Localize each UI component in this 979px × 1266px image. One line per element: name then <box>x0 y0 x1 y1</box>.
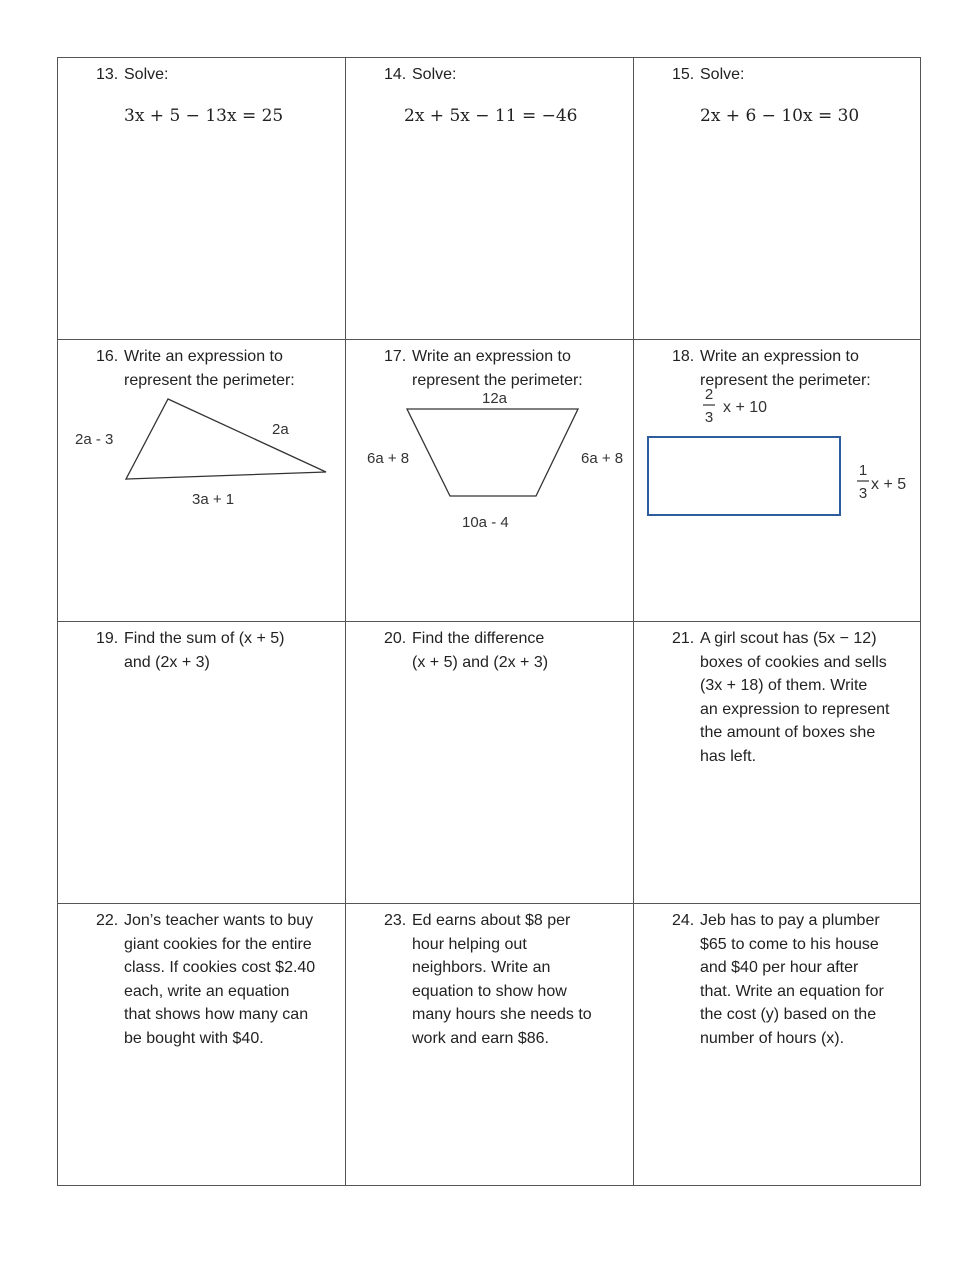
problem-text: (3x + 18) of them. Write <box>700 677 868 694</box>
problem-18 <box>634 340 920 622</box>
problem-15 <box>634 58 920 340</box>
problem-22 <box>58 904 346 1185</box>
problem-text: Find the sum of (x + 5) <box>124 630 285 647</box>
problem-number: 13. <box>96 66 119 83</box>
trapezoid-bottom-label: 10a - 4 <box>462 514 509 531</box>
trapezoid-shape <box>407 409 578 496</box>
problem-number: 17. <box>384 348 407 365</box>
problem-number: 14. <box>384 66 407 83</box>
problem-number: 18. <box>672 348 695 365</box>
problem-text: neighbors. Write an <box>412 959 551 976</box>
problem-21 <box>634 622 920 904</box>
problem-text: each, write an equation <box>124 982 290 1000</box>
problem-text: has left. <box>700 747 757 765</box>
problem-text: represent the perimeter: <box>412 371 583 389</box>
problem-text: equation to show how <box>412 982 567 1000</box>
problem-17 <box>346 340 634 622</box>
problem-text: the cost (y) based on the <box>700 1006 877 1023</box>
problem-text: Write an expression to <box>700 348 859 365</box>
problem-text: hour helping out <box>412 935 527 953</box>
problem-text: Solve: <box>700 66 745 83</box>
trapezoid-figure <box>346 340 634 620</box>
triangle-right-label: 2a <box>272 421 289 438</box>
problem-text: that shows how many can <box>124 1006 309 1023</box>
problem-text: Jeb has to pay a plumber <box>700 912 880 929</box>
problem-text: many hours she needs to <box>412 1006 592 1023</box>
problem-text: and $40 per hour after <box>700 959 859 976</box>
problem-text: Write an expression to <box>124 348 283 365</box>
triangle-figure <box>58 340 346 620</box>
problem-text: $65 to come to his house <box>700 935 879 953</box>
top-fraction-denominator: 3 <box>704 409 714 426</box>
problem-text: A girl scout has (5x − 12) <box>700 630 877 647</box>
triangle-shape <box>126 399 326 479</box>
trapezoid-left-label: 6a + 8 <box>367 450 410 467</box>
problem-number: 15. <box>672 66 695 83</box>
problem-text: that. Write an equation for <box>700 982 884 1000</box>
problem-number: 22. <box>96 912 119 929</box>
problem-text: class. If cookies cost $2.40 <box>124 959 316 976</box>
side-fraction-numerator: 1 <box>858 462 868 479</box>
problem-text: giant cookies for the entire <box>124 935 312 953</box>
problem-number: 16. <box>96 348 119 365</box>
problem-text: Jon’s teacher wants to buy <box>124 912 314 929</box>
problem-number: 19. <box>96 630 119 647</box>
problem-text: boxes of cookies and sells <box>700 653 887 671</box>
side-fraction-rest: x + 5 <box>871 476 907 493</box>
problem-24 <box>634 904 920 1185</box>
problem-text: an expression to represent <box>700 700 890 718</box>
equation: 2x + 5x − 11 = −46 <box>404 106 578 126</box>
trapezoid-right-label: 6a + 8 <box>581 450 624 467</box>
problem-text: number of hours (x). <box>700 1029 845 1047</box>
problem-text: Solve: <box>412 66 457 83</box>
problem-13 <box>58 58 346 340</box>
problem-number: 24. <box>672 912 695 929</box>
problem-text: represent the perimeter: <box>124 371 295 389</box>
equation: 3x + 5 − 13x = 25 <box>124 106 284 126</box>
problem-text: and (2x + 3) <box>124 653 210 671</box>
rectangle-shape <box>648 437 840 515</box>
problem-text: work and earn $86. <box>412 1029 549 1047</box>
problem-number: 21. <box>672 630 695 647</box>
problem-text: Write an expression to <box>412 348 571 365</box>
problem-text: Solve: <box>124 66 169 83</box>
problem-19 <box>58 622 346 904</box>
triangle-bottom-label: 3a + 1 <box>192 491 235 508</box>
problem-number: 20. <box>384 630 407 647</box>
trapezoid-top-label: 12a <box>482 390 508 407</box>
problem-20 <box>346 622 634 904</box>
top-fraction-numerator: 2 <box>704 386 714 403</box>
triangle-left-label: 2a - 3 <box>75 431 114 448</box>
problem-text: Ed earns about $8 per <box>412 912 571 929</box>
problem-text: the amount of boxes she <box>700 724 876 741</box>
problem-text: be bought with $40. <box>124 1029 264 1047</box>
problem-text: (x + 5) and (2x + 3) <box>412 653 549 671</box>
rectangle-figure <box>634 340 920 620</box>
side-fraction-denominator: 3 <box>858 485 868 502</box>
top-fraction-rest: x + 10 <box>723 399 768 416</box>
problem-16 <box>58 340 346 622</box>
problem-number: 23. <box>384 912 407 929</box>
problem-14 <box>346 58 634 340</box>
problem-text: Find the difference <box>412 630 545 647</box>
worksheet-grid <box>57 57 921 1186</box>
problem-23 <box>346 904 634 1185</box>
equation: 2x + 6 − 10x = 30 <box>700 106 860 126</box>
problem-text: represent the perimeter: <box>700 371 871 389</box>
